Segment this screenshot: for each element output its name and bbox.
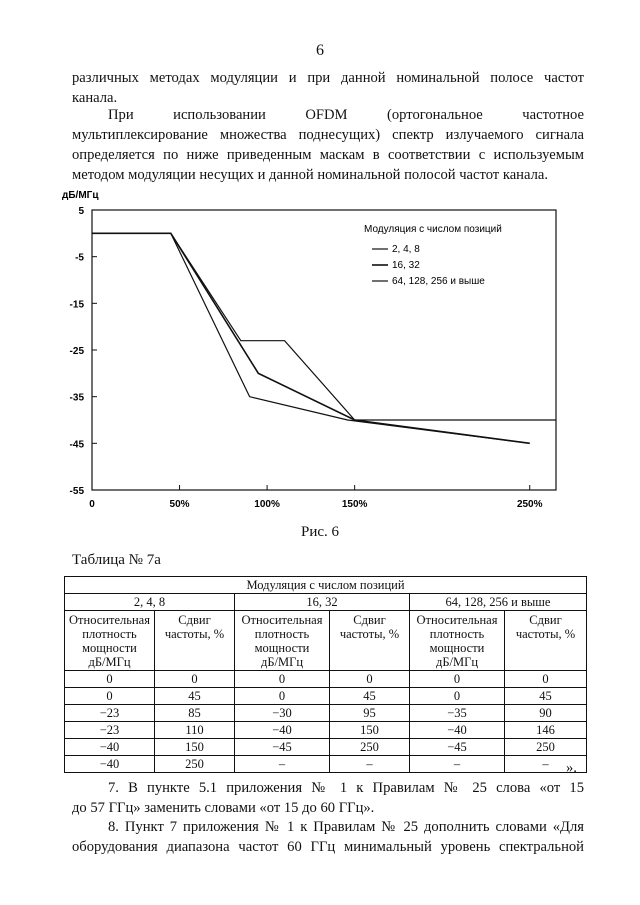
header-line: Относительная	[416, 613, 498, 627]
header-line: дБ/МГц	[88, 655, 131, 669]
header-line: мощности	[254, 641, 310, 655]
text-line: определяется по ниже приведенным маскам в соответствии с используемым	[72, 147, 584, 163]
table-cell: –	[505, 756, 587, 773]
text-line: методом модуляции несущих и данной номинальной полосой частот канала.	[72, 167, 548, 183]
text-line: мультиплексирование множества поднесущих) спектр излучаемого сигнала	[72, 127, 584, 143]
header-line: частоты, %	[339, 627, 400, 641]
table-row	[65, 756, 587, 773]
column-header-shift	[505, 611, 587, 671]
text-line: оборудования диапазона частот 60 ГГц минимальный уровень спектральной	[72, 839, 584, 855]
table-cell: 250	[330, 739, 410, 756]
header-line: плотность	[254, 627, 310, 641]
table-cell: 90	[505, 705, 587, 722]
table-cell: 0	[330, 671, 410, 688]
column-header-shift	[155, 611, 235, 671]
header-line: частоты, %	[515, 627, 576, 641]
table-cell: 150	[330, 722, 410, 739]
table-row	[65, 688, 587, 705]
paragraph-intro	[72, 68, 584, 108]
modulation-table	[64, 576, 587, 773]
y-tick-label: -5	[75, 252, 84, 264]
column-header-density	[410, 611, 505, 671]
figure-caption: Рис. 6	[300, 524, 340, 540]
y-tick-label: -55	[69, 486, 84, 497]
paragraph-item-7	[72, 778, 584, 818]
header-line: мощности	[429, 641, 485, 655]
y-tick-label: -25	[69, 346, 84, 357]
table-title: Модуляция с числом позиций	[65, 577, 587, 594]
group-header: 64, 128, 256 и выше	[410, 594, 587, 611]
closing-quote: ».	[566, 760, 577, 776]
x-tick-label: 50%	[169, 499, 190, 510]
table-cell: −23	[65, 722, 155, 739]
y-axis-label: дБ/МГц	[62, 190, 99, 201]
header-line: Относительная	[241, 613, 323, 627]
table-subheader-row	[65, 611, 587, 671]
x-tick-label: 150%	[341, 499, 368, 510]
table-cell: −23	[65, 705, 155, 722]
column-header-density	[65, 611, 155, 671]
table-cell: −30	[235, 705, 330, 722]
y-tick-label: -35	[69, 392, 84, 404]
legend-entry: 64, 128, 256 и выше	[392, 276, 485, 287]
paragraph-item-8	[72, 817, 584, 857]
table-cell: –	[410, 756, 505, 773]
table-row	[65, 722, 587, 739]
x-tick-label: 100%	[254, 499, 280, 510]
table-cell: 0	[410, 688, 505, 705]
y-tick-label: -45	[69, 439, 84, 451]
header-line: плотность	[429, 627, 485, 641]
table-cell: 0	[235, 671, 330, 688]
table-row	[65, 739, 587, 756]
table-cell: −40	[410, 722, 505, 739]
text-line: При использовании OFDM (ортогональное частотное	[108, 107, 584, 123]
table-cell: 95	[330, 705, 410, 722]
x-tick-label: 0	[89, 499, 95, 510]
header-line: частоты, %	[164, 627, 225, 641]
legend-entry: 2, 4, 8	[392, 244, 420, 255]
legend-title: Модуляция с числом позиций	[364, 224, 502, 235]
table-cell: −40	[65, 739, 155, 756]
text-line: канала.	[72, 90, 118, 106]
text-line: до 57 ГГц» заменить словами «от 15 до 60 ГГц».	[72, 800, 375, 816]
table-cell: 0	[65, 671, 155, 688]
table-cell: 146	[505, 722, 587, 739]
text-line: 7. В пункте 5.1 приложения № 1 к Правилам № 25 слова «от 15	[108, 780, 584, 796]
y-tick-label: -15	[69, 299, 84, 311]
header-line: Сдвиг	[178, 613, 211, 627]
header-line: мощности	[82, 641, 137, 655]
table-cell: 110	[155, 722, 235, 739]
paragraph-ofdm	[72, 105, 584, 185]
table-cell: 0	[65, 688, 155, 705]
header-line: Сдвиг	[353, 613, 386, 627]
spectrum-mask-chart	[56, 190, 576, 520]
table-cell: 85	[155, 705, 235, 722]
table-cell: 0	[505, 671, 587, 688]
column-header-density	[235, 611, 330, 671]
header-line: дБ/МГц	[435, 655, 479, 669]
table-title-row	[65, 577, 587, 594]
table-cell: 250	[155, 756, 235, 773]
table-cell: 0	[155, 671, 235, 688]
text-line: различных методах модуляции и при данной номинальной полосе частот	[72, 70, 584, 86]
table-cell: −40	[235, 722, 330, 739]
table-group-row	[65, 594, 587, 611]
table-cell: –	[235, 756, 330, 773]
header-line: плотность	[82, 627, 137, 641]
table-cell: 0	[235, 688, 330, 705]
y-tick-label: 5	[78, 206, 84, 217]
table-cell: 45	[330, 688, 410, 705]
table-cell: −40	[65, 756, 155, 773]
table-cell: 45	[505, 688, 587, 705]
table-cell: −45	[410, 739, 505, 756]
header-line: Относительная	[69, 613, 150, 627]
legend-entry: 16, 32	[392, 260, 420, 271]
table-cell: −35	[410, 705, 505, 722]
x-tick-label: 250%	[516, 499, 543, 510]
table-cell: –	[330, 756, 410, 773]
table-cell: 0	[410, 671, 505, 688]
table-cell: 45	[155, 688, 235, 705]
table-caption: Таблица № 7а	[72, 552, 161, 568]
page-number: 6	[316, 42, 324, 59]
group-header: 2, 4, 8	[65, 594, 235, 611]
table-row	[65, 705, 587, 722]
table-cell: 250	[505, 739, 587, 756]
text-line: 8. Пункт 7 приложения № 1 к Правилам № 25 дополнить словами «Для	[108, 819, 584, 835]
table-row	[65, 671, 587, 688]
group-header: 16, 32	[235, 594, 410, 611]
table-cell: −45	[235, 739, 330, 756]
header-line: Сдвиг	[529, 613, 562, 627]
header-line: дБ/МГц	[260, 655, 304, 669]
column-header-shift	[330, 611, 410, 671]
table-cell: 150	[155, 739, 235, 756]
